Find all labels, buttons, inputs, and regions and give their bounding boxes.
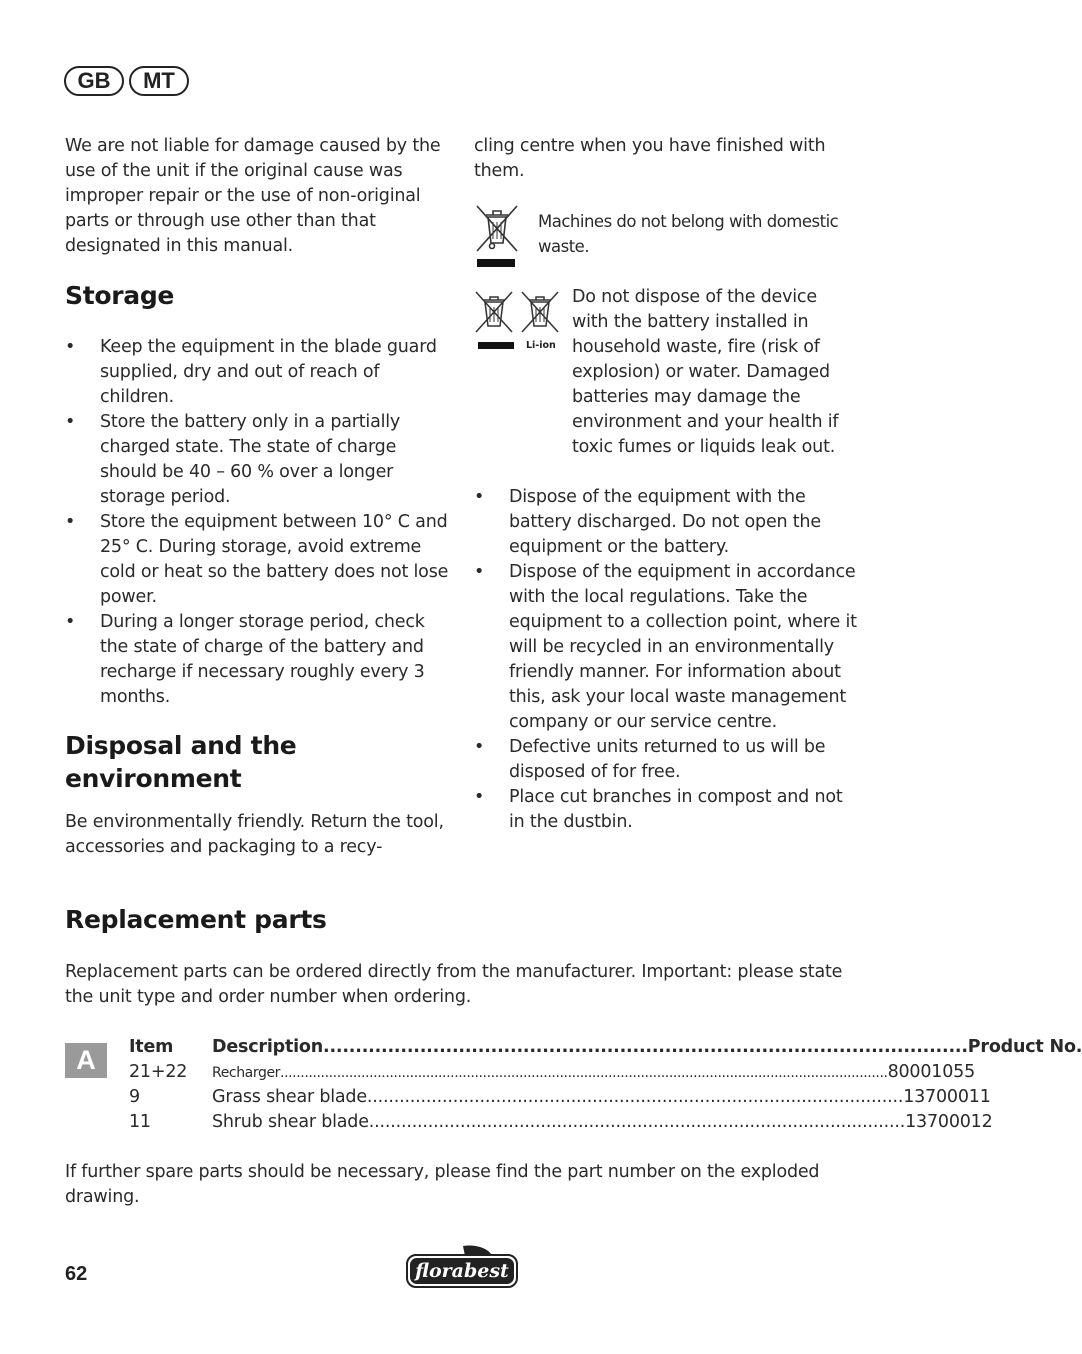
row-item: 11 — [129, 1112, 151, 1132]
header-description: Description — [212, 1037, 323, 1057]
row-product-no: 80001055 — [887, 1062, 976, 1082]
disposal-list — [474, 485, 857, 835]
disposal-heading-line-1: Disposal and the — [65, 731, 297, 760]
dot-leader: .................................................................................................... — [366, 1087, 904, 1107]
row-description: Shrub shear blade — [212, 1112, 369, 1132]
bullet-dot: • — [474, 487, 485, 507]
storage-item-text: Keep the equipment in the blade guard supplied, dry and out of reach of children. — [100, 337, 437, 407]
spare-parts-note: If further spare parts should be necessary, please find the part number on the exploded drawing. — [65, 1162, 820, 1207]
storage-item-text: Store the battery only in a partially charged state. The state of charge should be 40 – 60 % over a longer storage period. — [100, 412, 401, 507]
language-badge-mt — [129, 66, 189, 96]
disposal-item — [474, 735, 857, 785]
battery-disposal-text: Do not dispose of the device with the battery installed in household waste, fire (risk of explosion) or water. Damaged batteries may damage the environment and your health if toxic fumes or liquids leak out. — [572, 287, 839, 457]
badge-label-mt: MT — [143, 68, 175, 93]
dot-leader: ...................................................................................................................................................... — [280, 1065, 888, 1081]
storage-list — [65, 335, 451, 710]
header-product-no: Product No. — [967, 1037, 1082, 1057]
disposal-item — [474, 560, 857, 735]
dot-leader: .................................................................................................... — [323, 1037, 968, 1057]
dot-leader: .................................................................................................... — [368, 1112, 906, 1132]
parts-table-header — [129, 1035, 1082, 1060]
figure-label: A — [65, 1043, 107, 1078]
li-ion-label: Li-ion — [526, 340, 556, 351]
disposal-item — [474, 485, 857, 560]
table-row — [129, 1085, 991, 1110]
crossed-bin-icon — [474, 203, 520, 269]
disposal-heading-line-2: environment — [65, 764, 242, 793]
storage-item-text: Store the equipment between 10° C and 25° C. During storage, avoid extreme cold or heat so the battery does not lose power. — [100, 512, 449, 607]
disposal-heading — [65, 729, 445, 795]
bullet-dot: • — [474, 787, 485, 807]
storage-item — [65, 610, 451, 710]
language-badge-gb — [64, 66, 124, 96]
bullet-dot: • — [65, 337, 76, 357]
bullet-dot: • — [65, 512, 76, 532]
table-row — [129, 1060, 976, 1085]
disposal-intro: Be environmentally friendly. Return the tool, accessories and packaging to a recy- — [65, 812, 444, 857]
row-description: Recharger — [212, 1065, 281, 1081]
liability-paragraph: We are not liable for damage caused by the use of the unit if the original cause was improper repair or the use of non-original parts or through use other than that designated in this manual. — [65, 136, 441, 256]
storage-item — [65, 410, 451, 510]
badge-label-gb: GB — [77, 68, 111, 93]
storage-item — [65, 510, 451, 610]
disposal-item-text: Defective units returned to us will be disposed of for free. — [509, 737, 826, 782]
disposal-item-text: Dispose of the equipment in accordance with the local regulations. Take the equipment to a collection point, where it will be recycled in an environmentally friendly manner. For information about this, ask your local waste management company or our service centre. — [509, 562, 857, 732]
weee-text: Machines do not belong with domestic waste. — [538, 212, 839, 256]
replacement-parts-heading: Replacement parts — [65, 905, 327, 934]
row-item: 21+22 — [129, 1062, 188, 1082]
page-number: 62 — [65, 1263, 88, 1285]
disposal-item-text: Place cut branches in compost and not in the dustbin. — [509, 787, 843, 832]
disposal-item-text: Dispose of the equipment with the battery discharged. Do not open the equipment or the battery. — [509, 487, 821, 557]
bullet-dot: • — [474, 562, 485, 582]
row-product-no: 13700012 — [905, 1112, 993, 1132]
florabest-logo — [405, 1244, 519, 1290]
bullet-dot: • — [65, 612, 76, 632]
row-description: Grass shear blade — [212, 1087, 367, 1107]
header-item: Item — [129, 1037, 174, 1057]
disposal-item — [474, 785, 857, 835]
bullet-dot: • — [474, 737, 485, 757]
storage-item — [65, 335, 451, 410]
storage-item-text: During a longer storage period, check the state of charge of the battery and recharge if necessary roughly every 3 months. — [100, 612, 425, 707]
bullet-dot: • — [65, 412, 76, 432]
storage-heading: Storage — [65, 281, 175, 310]
row-item: 9 — [129, 1087, 140, 1107]
replacement-parts-intro: Replacement parts can be ordered directly from the manufacturer. Important: please state the unit type and order number when ordering. — [65, 962, 843, 1007]
row-product-no: 13700011 — [903, 1087, 991, 1107]
logo-text: florabest — [415, 1260, 509, 1282]
table-row — [129, 1110, 993, 1135]
disposal-intro-continued: cling centre when you have finished with them. — [474, 136, 826, 181]
